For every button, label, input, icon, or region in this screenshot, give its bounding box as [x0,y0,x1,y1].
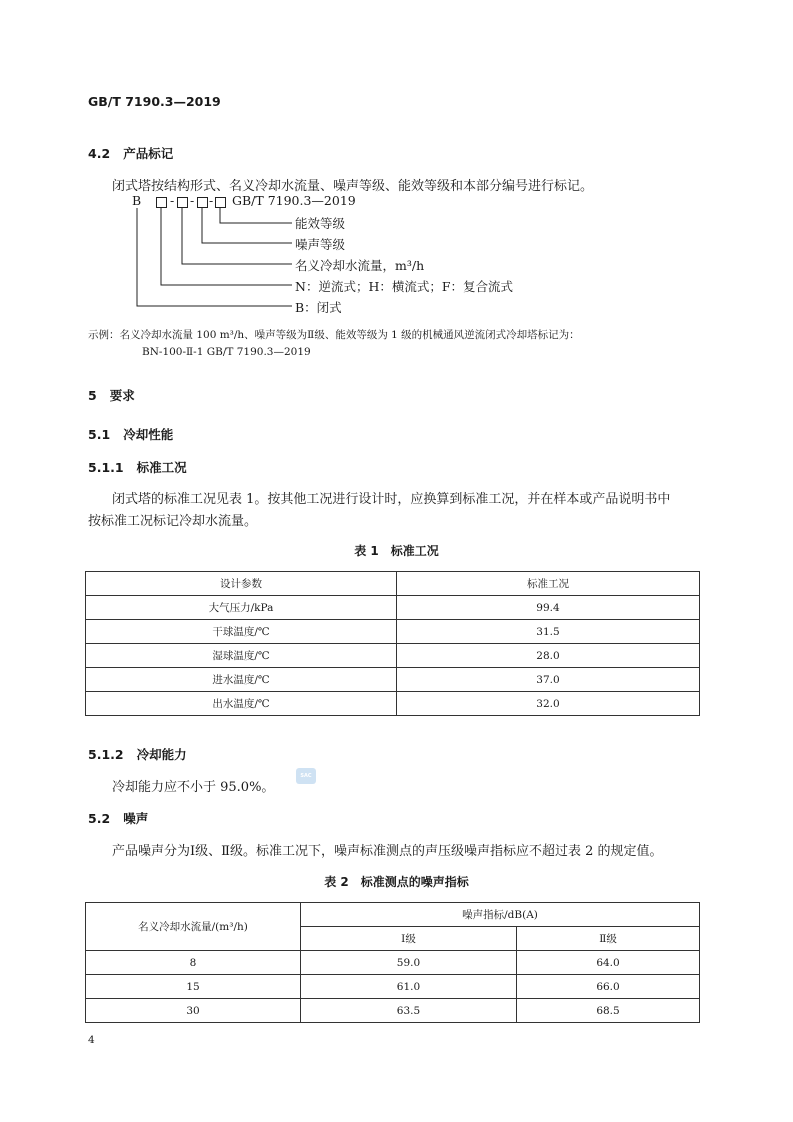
table-row [86,620,700,644]
marking-example-value: BN-100-Ⅱ-1 GB/T 7190.3—2019 [142,346,311,358]
section-title: 要求 [109,388,135,403]
table-header-row [86,572,700,596]
table-header-row [86,903,700,927]
table-cell: 湿球温度/℃ [86,644,397,668]
table-cell: 干球温度/℃ [86,620,397,644]
table-cell: 大气压力/kPa [86,596,397,620]
section-title: 噪声 [123,811,149,826]
table-cell: 出水温度/℃ [86,692,397,716]
table1-standard-conditions [85,571,700,716]
table-cell: 64.0 [517,951,700,975]
table-row [86,951,700,975]
marking-label-flow: 名义冷却水流量，m³/h [295,258,425,273]
table2-caption: 表 2 标准测点的噪声指标 [324,875,469,889]
marking-prefix: B [132,193,142,208]
section-5-2-heading [88,809,148,827]
table-cell: 30 [86,999,301,1023]
table-cell: 31.5 [397,620,700,644]
table-row [86,692,700,716]
marking-separator: - [190,193,195,208]
section-number: 5.1.1 [88,460,124,475]
page-number: 4 [88,1034,95,1046]
section-title: 冷却性能 [123,427,174,442]
section-4-2-intro: 闭式塔按结构形式、名义冷却水流量、噪声等级、能效等级和本部分编号进行标记。 [112,179,594,194]
section-title: 产品标记 [123,146,174,161]
section-number: 5.1.2 [88,747,124,762]
standard-code-header: GB/T 7190.3—2019 [88,94,221,109]
section-number: 4.2 [88,146,111,161]
table-cell: 66.0 [517,975,700,999]
marking-suffix: GB/T 7190.3—2019 [232,193,356,208]
section-5-2-para: 产品噪声分为Ⅰ级、Ⅱ级。标准工况下，噪声标准测点的声压级噪声指标应不超过表 2 的规定值。 [112,844,663,859]
table-cell: 15 [86,975,301,999]
section-title: 冷却能力 [136,747,187,762]
table-row [86,596,700,620]
table-cell: 8 [86,951,301,975]
table2-noise-indicators [85,902,700,1023]
table-header-cell: 标准工况 [397,572,700,596]
table-row [86,644,700,668]
table-cell: 28.0 [397,644,700,668]
table-cell: 99.4 [397,596,700,620]
marking-label-efficiency: 能效等级 [295,216,346,231]
table-row [86,668,700,692]
section-5-1-2-para: 冷却能力应不小于 95.0%。 [112,780,275,795]
table-cell: 68.5 [517,999,700,1023]
section-5-1-2-heading [88,745,187,763]
table-cell: 59.0 [301,951,517,975]
table-cell: 63.5 [301,999,517,1023]
section-number: 5.1 [88,427,111,442]
table1-caption: 表 1 标准工况 [354,544,439,558]
sac-watermark-logo: SAC [296,768,316,784]
table-row [86,999,700,1023]
section-5-1-1-para-line1: 闭式塔的标准工况见表 1。按其他工况进行设计时，应换算到标准工况，并在样本或产品说明书中 [112,492,671,507]
table-cell: 37.0 [397,668,700,692]
section-5-1-1-heading [88,458,187,476]
marking-separator: - [209,193,214,208]
marking-example-text: 示例：名义冷却水流量 100 m³/h、噪声等级为Ⅱ级、能效等级为 1 级的机械通风逆流闭式冷却塔标记为： [88,329,580,341]
table-header-cell: 名义冷却水流量/(m³/h) [86,903,301,951]
table-header-cell: 设计参数 [86,572,397,596]
section-number: 5 [88,388,97,403]
marking-label-type: N：逆流式；H：横流式；F：复合流式 [295,279,514,294]
table-header-cell: Ⅰ级 [301,927,517,951]
table-header-cell: 噪声指标/dB(A) [301,903,700,927]
section-number: 5.2 [88,811,111,826]
section-title: 标准工况 [136,460,187,475]
table-cell: 进水温度/℃ [86,668,397,692]
table-row [86,975,700,999]
marking-label-noise: 噪声等级 [295,237,346,252]
section-5-1-heading [88,425,173,443]
section-5-1-1-para-line2: 按标准工况标记冷却水流量。 [88,514,258,529]
table-cell: 61.0 [301,975,517,999]
table-cell: 32.0 [397,692,700,716]
marking-label-closed: B：闭式 [295,300,342,315]
section-5-heading [88,386,135,404]
marking-separator: - [170,193,175,208]
table-header-cell: Ⅱ级 [517,927,700,951]
